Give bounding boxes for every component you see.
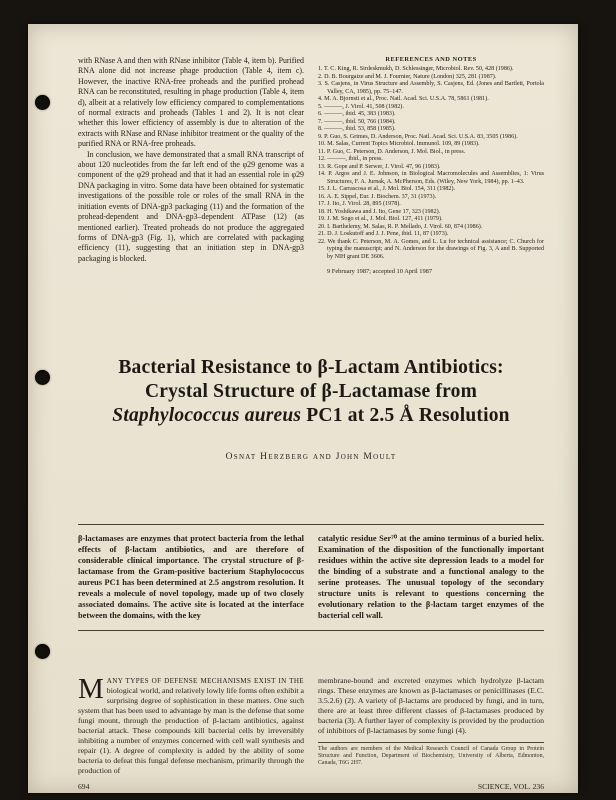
article-title-line-3-rest: PC1 at 2.5 Å Resolution — [301, 405, 510, 426]
page-footer — [78, 782, 544, 791]
reference-item: 9. P. Guo, S. Grimes, D. Anderson, Proc. Natl. Acad. Sci. U.S.A. 83, 3505 (1986). — [318, 133, 518, 140]
received-accepted-dates: 9 February 1987; accepted 10 April 1987 — [327, 268, 433, 275]
reference-item: 13. R. Gope and P. Serwer, J. Virol. 47, 96 (1983). — [318, 163, 441, 170]
reference-item: 12. ———, ibid., in press. — [318, 156, 383, 162]
article-title-line-3 — [68, 404, 554, 428]
article-title-line-1: Bacterial Resistance to β-Lactam Antibiotics: — [118, 357, 504, 378]
reference-item: 20. I. Barthelemy, M. Salas, R. P. Mellado, J. Virol. 60, 874 (1986). — [318, 223, 483, 230]
reference-item: 2. D. B. Bourgaize and M. J. Fournier, Nature (London) 325, 281 (1987). — [318, 73, 497, 80]
reference-item: 6. ———, ibid. 45, 383 (1983). — [318, 111, 396, 117]
references-list — [318, 66, 544, 261]
references-heading: REFERENCES AND NOTES — [385, 56, 477, 63]
body-left-text: biological world, and relatively lowly life forms often exhibit a surprising degree of sophistication in these matters. One such system that has been used to advantage by man is the defense that some fungi mount, through the production of β-lactam antibiotics, against bacterial attack. These compounds kill bacterial cells by irreversibly inhibiting a number of enzymes concerned with cell wall synthesis and repair (1). A degree of complexity is added by the ability of some bacteria to defeat this fungal defense mechanism, primarily through the production of — [78, 686, 304, 775]
reference-item: 19. J. M. Sogo et al., J. Mol. Biol. 127, 411 (1979). — [318, 216, 443, 222]
reference-item: 14. P. Argos and J. E. Johnson, in Biological Macromolecules and Assemblies, 1: Virus Structures, F. A. Jurnak, A. McPherson, Eds. (Wiley, New York, 1984), pp. 1–43. — [318, 171, 544, 185]
hole-punch-top — [35, 95, 50, 110]
previous-article-end — [78, 56, 544, 275]
reference-item: 10. M. Salas, Current Topics Microbiol. Immunol. 109, 89 (1983). — [318, 141, 480, 147]
body-text-right-column — [318, 676, 544, 776]
hole-punch-bottom — [35, 644, 50, 659]
references-column — [318, 56, 544, 275]
article-title-line-2: Crystal Structure of β-Lactamase from — [144, 381, 478, 402]
page-number: 694 — [78, 782, 90, 791]
body-right-text: membrane-bound and excreted enzymes which hydrolyze β-lactam rings. These enzymes are known as β-lactamases or penicillinases (E.C. 3.5.2.6) (2). A variety of β-lactams are produced by fungi, and in turn, there are at least three different classes of β-lactamases produced by bacteria (3). A further layer of complexity is provided by the production of inhibitors of β-lactamases by some fungi (4). — [318, 676, 544, 735]
article-header — [68, 356, 554, 462]
reference-item: 21. D. J. Loskutoff and J. J. Pene, ibid. 11, 87 (1973). — [318, 231, 449, 237]
reference-item: 3. S. Casjens, in Virus Structure and Assembly, S. Casjens, Ed. (Jones and Bartlett, Portola Valley, CA, 1985), pp. 75–147. — [318, 81, 544, 95]
prev-article-text-column — [78, 56, 304, 275]
article-authors: Osnat Herzberg and John Moult — [225, 452, 397, 462]
drop-cap: M — [78, 673, 104, 705]
species-name-italic: Staphylococcus aureus — [112, 405, 302, 426]
reference-item: 18. H. Yoshikawa and J. Ito, Gene 17, 323 (1982). — [318, 208, 441, 215]
body-text-left-column — [78, 673, 304, 776]
reference-item: 22. We thank C. Peterson, M. A. Gomes, and L. Lu for technical assistance; C. Church for typing the manuscript; and N. Anderson for the drawings of Fig. 3, A and B. Supported by NIH grant DE 3606. — [318, 238, 544, 260]
reference-item: 15. J. L. Carrascosa et al., J. Mol. Biol. 154, 311 (1982). — [318, 186, 456, 192]
journal-volume: SCIENCE, VOL. 236 — [477, 782, 544, 791]
reference-item: 11. P. Guo, C. Peterson, D. Anderson, J. Mol. Biol., in press. — [318, 148, 466, 155]
reference-item: 17. J. Ito, J. Virol. 28, 895 (1978). — [318, 201, 401, 207]
hole-punch-middle — [35, 370, 50, 385]
reference-item: 1. T. C. King, R. Sirdeskmukh, D. Schlessinger, Microbiol. Rev. 50, 428 (1986). — [318, 66, 514, 72]
reference-item: 8. ———, ibid. 53, 858 (1985). — [318, 126, 396, 132]
reference-item: 5. ———, J. Virol. 41, 508 (1982). — [318, 103, 404, 110]
paper-page — [28, 24, 578, 793]
reference-item: 16. A. E. Sippel, Eur. J. Biochem. 37, 31 (1973). — [318, 193, 437, 200]
abstract — [78, 524, 544, 631]
reference-item: 7. ———, ibid. 50, 766 (1984). — [318, 118, 396, 125]
abstract-right-column: catalytic residue Ser⁷⁰ at the amino terminus of a buried helix. Examination of the disposition of the functionally important residues within the active site depression leads to a model for the binding of a substrate and a functional analogy to the serine proteases. The unusual topology of the secondary structure units is relevant to questions concerning the evolutionary relation to the β-lactam target enzymes of the bacterial cell wall. — [318, 534, 544, 620]
abstract-left-column: β-lactamases are enzymes that protect bacteria from the lethal effects of β-lactam antibiotics, and are therefore of considerable clinical importance. The crystal structure of β-lactamase from the Gram-positive bacterium Staphylococcus aureus PC1 has been determined at 2.5 angstrom resolution. It reveals a molecule of novel topology, made up of two closely associated domains. The active site is located at the interface between the domains, with the key — [78, 534, 304, 620]
article-body — [78, 673, 544, 776]
reference-item: 4. M. A. Bjornsti et al., Proc. Natl. Acad. Sci. U.S.A. 78, 5861 (1981). — [318, 96, 489, 102]
prev-article-paragraph: with RNase A and then with RNase inhibitor (Table 4, item b). Purified RNA alone did not increase phage production (Table 4, item c). However, the inactive RNA-free proheads and the purified prohead RNA can be reconstituted, resulting in phage production (Table 4, item d), albeit at a relatively low efficiency compared to complementations of normal extracts and proheads (Tables 1 and 2). It is not clear whether this lower efficiency of assembly is due to alteration of the extracts with RNase and RNase inhibitor treatment or the quality of the purified RNA or RNA-free proheads. — [78, 56, 304, 149]
lead-in-caps: ANY TYPES OF DEFENSE MECHANISMS EXIST IN THE — [106, 677, 304, 685]
author-affiliation-footnote: The authors are members of the Medical Research Council of Canada Group in Protein Structure and Function, Department of Biochemistry, University of Alberta, Edmonton, Canada, T6G 2H7. — [318, 742, 544, 767]
prev-article-paragraph: In conclusion, we have demonstrated that a small RNA transcript of about 120 nucleotides from the far left end of the φ29 genome was a component of the φ29 prohead and that it had an essential role in φ29 DNA packaging in vitro. Some data have been obtained for systematic investigations of the possible role or roles of the small RNA in the initiation events of DNA-gp3 packaging (11) and the formation of the prohead-dependent and DNA-gp3–dependent ATPase (12) (as mentioned earlier). Treated proheads do not produce the aggregated forms of DNA-gp3 (Fig. 1), which are correlated with packaging efficiency (11), suggesting that an initiation step in DNA-gp3 packaging is blocked. — [78, 149, 304, 263]
